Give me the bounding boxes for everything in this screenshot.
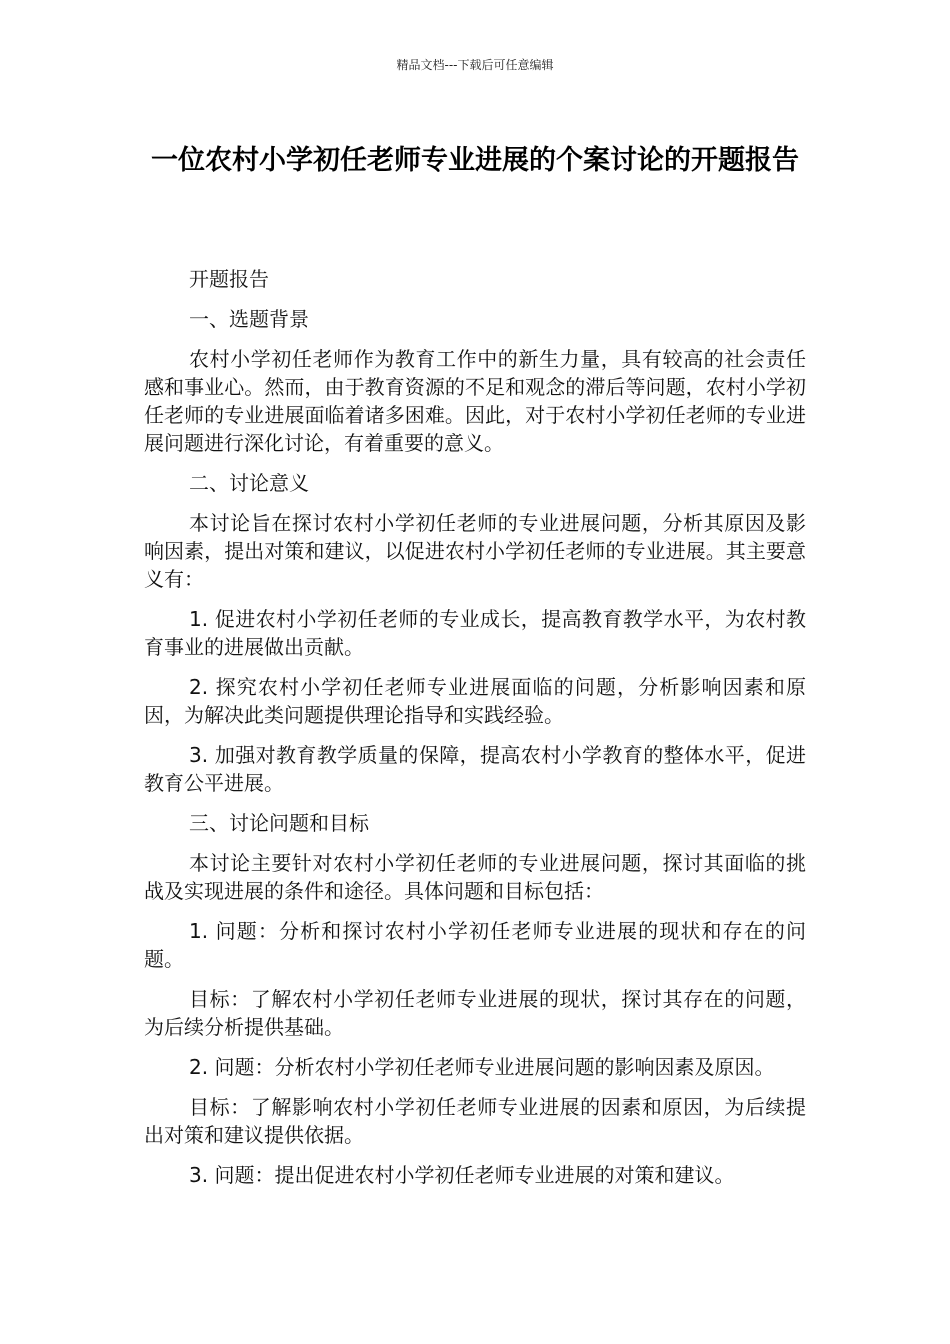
- list-item-significance-2: 2. 探究农村小学初任老师专业进展面临的问题，分析影响因素和原因，为解决此类问题提供理论指导和实践经验。: [144, 675, 806, 727]
- question-item-1: 1. 问题：分析和探讨农村小学初任老师专业进展的现状和存在的问题。: [144, 919, 806, 971]
- document-body: [144, 265, 806, 1201]
- paragraph-report-label: 开题报告: [189, 267, 269, 291]
- list-item-significance-1: 1. 促进农村小学初任老师的专业成长，提高教育教学水平，为农村教育事业的进展做出贡献。: [144, 607, 806, 659]
- goal-item-2: 目标：了解影响农村小学初任老师专业进展的因素和原因，为后续提出对策和建议提供依据。: [144, 1095, 806, 1147]
- question-item-2: 2. 问题：分析农村小学初任老师专业进展问题的影响因素及原因。: [189, 1055, 775, 1079]
- paragraph-background: 农村小学初任老师作为教育工作中的新生力量，具有较高的社会责任感和事业心。然而，由于教育资源的不足和观念的滞后等问题，农村小学初任老师的专业进展面临着诸多困难。因此，对于农村小学初任老师的专业进展问题进行深化讨论，有着重要的意义。: [144, 347, 806, 455]
- question-item-3: 3. 问题：提出促进农村小学初任老师专业进展的对策和建议。: [189, 1163, 735, 1187]
- paragraph-significance-intro: 本讨论旨在探讨农村小学初任老师的专业进展问题，分析其原因及影响因素，提出对策和建议，以促进农村小学初任老师的专业进展。其主要意义有：: [144, 511, 806, 591]
- section-heading-significance: 二、讨论意义: [189, 471, 309, 495]
- goal-item-1: 目标：了解农村小学初任老师专业进展的现状，探讨其存在的问题，为后续分析提供基础。: [144, 987, 806, 1039]
- list-item-significance-3: 3. 加强对教育教学质量的保障，提高农村小学教育的整体水平，促进教育公平进展。: [144, 743, 806, 795]
- paragraph-questions-intro: 本讨论主要针对农村小学初任老师的专业进展问题，探讨其面临的挑战及实现进展的条件和途径。具体问题和目标包括：: [144, 851, 806, 903]
- section-heading-background: 一、选题背景: [189, 307, 309, 331]
- section-heading-questions-goals: 三、讨论问题和目标: [189, 811, 369, 835]
- document-title: 一位农村小学初任老师专业进展的个案讨论的开题报告: [151, 145, 799, 176]
- header-note: 精品文档---下载后可任意编辑: [396, 58, 554, 72]
